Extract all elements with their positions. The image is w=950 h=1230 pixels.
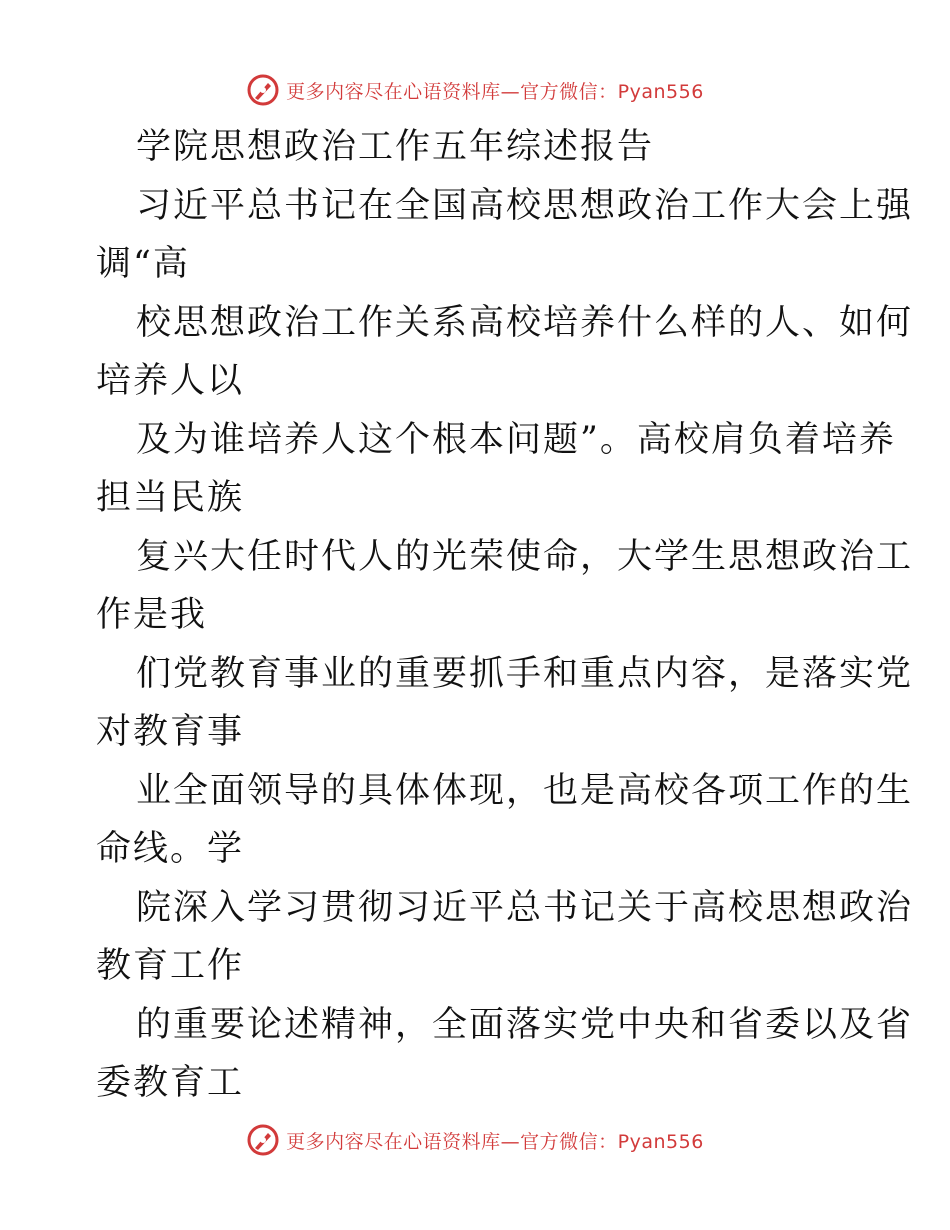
watermark-footer xyxy=(0,1120,950,1160)
text-line: 们党教育事业的重要抓手和重点内容，是落实党 xyxy=(136,653,914,694)
watermark-text: 更多内容尽在心语资料库—官方微信：Pyan556 xyxy=(286,1130,704,1153)
text-line: 委教育工 xyxy=(96,1063,245,1103)
pen-circle-logo-icon xyxy=(246,73,280,107)
text-line: 担当民族 xyxy=(96,478,245,518)
text-line: 教育工作 xyxy=(96,946,245,986)
text-line: 学院思想政治工作五年综述报告 xyxy=(136,127,655,167)
text-line: 培养人以 xyxy=(96,361,245,401)
text-line: 作是我 xyxy=(96,595,208,635)
text-line: 复兴大任时代人的光荣使命，大学生思想政治工 xyxy=(136,536,914,577)
watermark-text: 更多内容尽在心语资料库—官方微信：Pyan556 xyxy=(286,80,704,103)
text-line: 及为谁培养人这个根本问题”。高校肩负着培养 xyxy=(136,419,896,460)
watermark-header xyxy=(0,70,950,110)
document-body xyxy=(96,118,914,1113)
pen-circle-logo-icon xyxy=(246,1123,280,1157)
text-line: 命线。学 xyxy=(96,829,245,869)
text-line: 对教育事 xyxy=(96,712,245,752)
text-line: 院深入学习贯彻习近平总书记关于高校思想政治 xyxy=(136,887,914,928)
text-line: 业全面领导的具体体现，也是高校各项工作的生 xyxy=(136,770,914,811)
text-line: 校思想政治工作关系高校培养什么样的人、如何 xyxy=(136,302,914,343)
text-line: 的重要论述精神，全面落实党中央和省委以及省 xyxy=(136,1004,914,1045)
text-line: 调“高 xyxy=(96,244,190,284)
text-line: 习近平总书记在全国高校思想政治工作大会上强 xyxy=(136,185,914,226)
